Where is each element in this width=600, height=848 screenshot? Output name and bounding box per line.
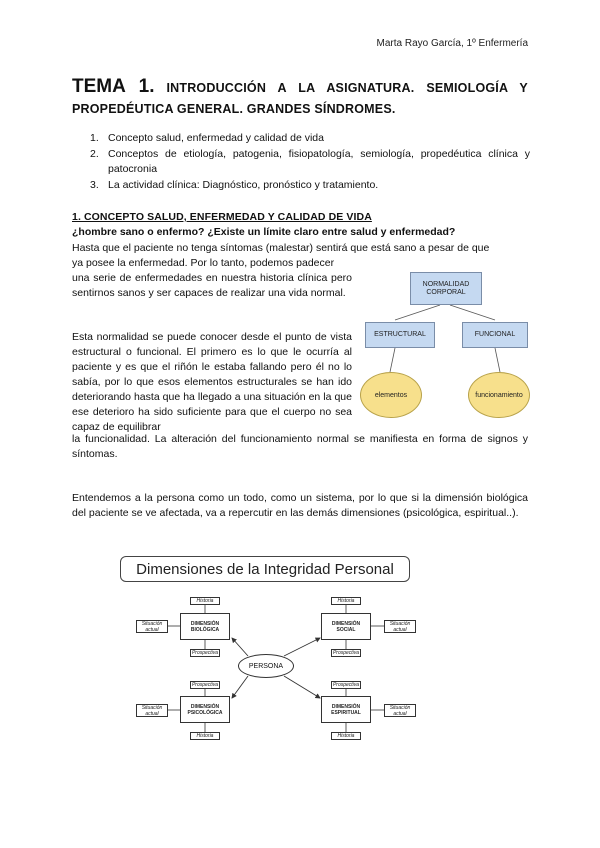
root-box: NORMALIDAD CORPORAL [410,272,482,305]
paragraph: Esta normalidad se puede conocer desde el punto de vista estructural o funcional. El primero es lo que le ocurría al paciente y es que el riñón le estaba fallando pero él no lo sabía, por lo que esos elementos estructurales se han ido deteriorando hasta que ha llegado a una situación en la que ese deterioro ha sido suficiente para que el cuerpo no sea capaz de equilibrar [72,331,352,433]
social-dimension-box: DIMENSIÓN SOCIAL [321,613,371,640]
author-header: Marta Rayo García, 1º Enfermería [376,38,528,49]
bio-top-box: Historia [190,597,220,605]
page-title [72,76,528,120]
psych-side-box: Situación actual [136,704,168,717]
paragraph: Entendemos a la persona como un todo, como un sistema, por lo que si la dimensión biológica del paciente se ve afectada, va a repercutir en las demás dimensiones (psicológica, espiritual..). [72,492,528,519]
spirit-top-box: Prospectiva [332,682,360,688]
toc-text: La actividad clínica: Diagnóstico, pronóstico y tratamiento. [108,179,379,191]
title-rest: INTRODUCCIÓN A LA ASIGNATURA. SEMIOLOGÍA Y PROPEDÉUTICA GENERAL. GRANDES SÍNDROMES. [72,81,528,116]
section-heading: 1. CONCEPTO SALUD, ENFERMEDAD Y CALIDAD DE VIDA [72,211,372,223]
spirit-dimension-box: DIMENSIÓN ESPIRITUAL [321,696,371,723]
elements-ellipse: elementos [360,372,422,418]
bio-side-box: Situación actual [136,620,168,633]
social-side-box: Situación actual [384,620,416,633]
integrity-diagram [108,550,424,748]
paragraph: una serie de enfermedades en nuestra historia clínica pero sentirnos sanos y ser capaces de realizar una vida normal. [72,272,352,299]
toc-item [90,147,530,177]
toc-text: Conceptos de etiología, patogenia, fisiopatología, semiología, propedéutica clínica y patocronia [108,148,530,175]
functioning-ellipse: funcionamiento [468,372,530,418]
toc-item [90,131,530,146]
normality-diagram [360,262,532,427]
toc-number: 2. [90,148,99,160]
toc-number: 3. [90,179,99,191]
psych-bottom-box: Historia [190,732,220,740]
bio-dimension-box: DIMENSIÓN BIOLÓGICA [180,613,230,640]
structural-box: ESTRUCTURAL [365,322,435,348]
paragraph: ya posee la enfermedad. Por lo tanto, podemos padecer [72,257,335,269]
social-bottom-box: Prospectiva [332,650,360,656]
bio-bottom-box: Prospectiva [191,650,219,656]
psych-top-box: Prospectiva [191,682,219,688]
social-top-box: Historia [331,597,361,605]
paragraph: la funcionalidad. La alteración del funcionamiento normal se manifiesta en forma de signos y síntomas. [72,433,528,460]
section-question: ¿hombre sano o enfermo? ¿Existe un límite claro entre salud y enfermedad? [72,226,456,238]
functional-box: FUNCIONAL [462,322,528,348]
spirit-side-box: Situación actual [384,704,416,717]
toc-number: 1. [90,132,99,144]
title-lead: TEMA 1. [72,76,155,97]
persona-ellipse: PERSONA [238,654,294,678]
integrity-title: Dimensiones de la Integridad Personal [120,556,410,582]
spirit-bottom-box: Historia [331,732,361,740]
paragraph: Hasta que el paciente no tenga síntomas (malestar) sentirá que está sano a pesar de que [72,242,490,254]
toc-text: Concepto salud, enfermedad y calidad de vida [108,132,324,144]
table-of-contents [90,131,530,193]
toc-item [90,178,530,193]
psych-dimension-box: DIMENSIÓN PSICOLÓGICA [180,696,230,723]
